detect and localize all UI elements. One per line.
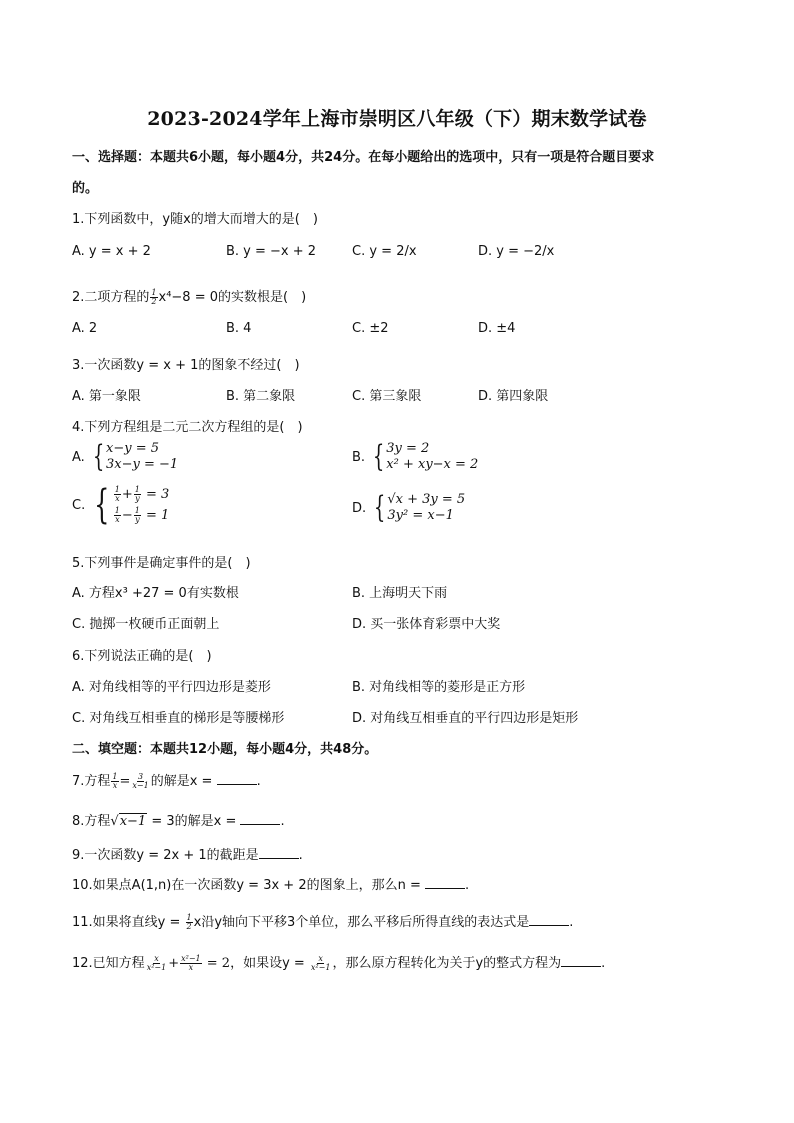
q2-stem-a: 2.二项方程的 xyxy=(72,290,150,305)
fraction-one-half: $\frac{1}{2}$ xyxy=(186,913,192,931)
q6-option-c: C. 对角线互相垂直的梯形是等腰梯形 xyxy=(72,711,285,726)
section-2-head: 二、填空题： xyxy=(72,742,151,757)
q7-a: 7.方程 xyxy=(72,774,111,789)
fraction-x-over-x2-minus-1: $\frac{x}{\text{x²−1}}$ xyxy=(146,954,167,972)
q6-option-d: D. 对角线互相垂直的平行四边形是矩形 xyxy=(352,711,579,726)
q2-option-a: A. 2 xyxy=(72,321,98,336)
q4-c-letter: C. xyxy=(72,497,90,513)
q4-c-eq1: $\frac{1}{x}$ + $\frac{1}{y}$ = 3 xyxy=(114,485,170,503)
q5-option-c: C. 抛掷一枚硬币正面朝上 xyxy=(72,617,220,632)
q11-a: 11.如果将直线y = xyxy=(72,915,185,930)
q4-c-eq2: $\frac{1}{x}$ − $\frac{1}{y}$ = 1 xyxy=(114,506,170,524)
section-2-desc: 本题共12小题，每小题4分，共48分。 xyxy=(150,742,378,757)
section-1-header xyxy=(72,146,654,165)
page-title: 2023-2024学年上海市崇明区八年级（下）期末数学试卷 xyxy=(147,108,647,130)
q12-c: ，那么原方程转化为关于y的整式方程为 xyxy=(332,956,562,971)
brace-symbol: { xyxy=(374,490,386,525)
q4-option-b xyxy=(352,441,478,473)
fraction-3-over-x-minus-1: $\frac{3}{x-1}$ xyxy=(132,772,149,790)
q4-b-letter: B. xyxy=(352,449,370,465)
q4-option-a xyxy=(72,441,178,473)
fraction-x-over-x2-minus-1: $\frac{x}{\text{x²−1}}$ xyxy=(310,954,331,972)
brace-symbol: { xyxy=(94,482,110,528)
q3-option-d: D. 第四象限 xyxy=(478,389,549,404)
question-11 xyxy=(72,911,573,931)
q2-option-d: D. ±4 xyxy=(478,321,516,336)
q8-c: = 3的解是x = xyxy=(147,814,241,829)
q4-option-d xyxy=(352,492,465,524)
q8-a: 8.方程 xyxy=(72,814,111,829)
q12-b: ，如果设y = xyxy=(230,956,309,971)
brace-symbol: { xyxy=(92,439,105,474)
q6-option-b: B. 对角线相等的菱形是正方形 xyxy=(352,680,526,695)
fraction-1-over-x: $\frac{1}{x}$ xyxy=(112,772,118,790)
q7-b: 的解是x = xyxy=(150,774,217,789)
question-4-stem: 4.下列方程组是二元二次方程组的是( ) xyxy=(72,420,303,435)
q1-option-c: C. y = 2/x xyxy=(352,244,417,259)
answer-blank[interactable] xyxy=(561,954,601,967)
q11-b: x沿y轴向下平移3个单位，那么平移后所得直线的表达式是 xyxy=(193,915,530,930)
question-12: 12.已知方程 $\frac{x}{\text{x²−1}}$ + $\frac{\text{x²−1}}{x}$ = 2，如果设y = $\frac{x}{\text{x²−1}}$ ，那么原方程转化为关于y的整式方程为 . xyxy=(72,954,606,972)
question-8: 8.方程√x−1 = 3的解是x = . xyxy=(72,814,285,829)
question-5-stem: 5.下列事件是确定事件的是( ) xyxy=(72,556,251,571)
q4-d-letter: D. xyxy=(352,500,371,516)
answer-blank[interactable] xyxy=(529,913,569,926)
question-9 xyxy=(72,844,303,863)
q4-b-eq1: 3y = 2 xyxy=(386,441,430,456)
q1-option-b: B. y = −x + 2 xyxy=(226,244,317,259)
section-2-header xyxy=(72,738,377,757)
answer-blank[interactable] xyxy=(217,772,257,785)
brace-symbol: { xyxy=(373,439,385,474)
answer-blank[interactable] xyxy=(259,846,299,859)
answer-blank[interactable] xyxy=(425,876,465,889)
question-7: 7.方程 $\frac{1}{x}$ = $\frac{3}{x-1}$ 的解是x = . xyxy=(72,772,261,790)
q11-c: . xyxy=(569,915,574,930)
q8-d: . xyxy=(280,814,285,829)
question-1-stem: 1.下列函数中，y随x的增大而增大的是( ) xyxy=(72,212,318,227)
q4-option-c xyxy=(72,484,169,526)
q8-radicand: x−1 xyxy=(119,814,147,829)
q2-option-b: B. 4 xyxy=(226,321,252,336)
q4-a-eq2: 3x−y = −1 xyxy=(106,457,179,472)
q1-option-a: A. y = x + 2 xyxy=(72,244,151,259)
q6-option-a: A. 对角线相等的平行四边形是菱形 xyxy=(72,680,271,695)
q12-d: . xyxy=(601,956,606,971)
q9-a: 9.一次函数y = 2x + 1的截距是 xyxy=(72,848,259,863)
q10-b: . xyxy=(465,878,470,893)
q4-a-letter: A. xyxy=(72,449,89,465)
q5-option-a: A. 方程x³ +27 = 0有实数根 xyxy=(72,586,239,601)
q2-stem-b: x⁴−8 = 0的实数根是( ) xyxy=(158,290,307,305)
q3-option-a: A. 第一象限 xyxy=(72,389,141,404)
q4-b-eq2: x² + xy−x = 2 xyxy=(386,457,479,472)
q3-option-c: C. 第三象限 xyxy=(352,389,422,404)
q4-a-eq1: x−y = 5 xyxy=(106,441,160,456)
question-2-stem xyxy=(72,286,306,306)
question-10 xyxy=(72,874,469,893)
answer-blank[interactable] xyxy=(240,812,280,825)
q4-d-eq2: 3y² = x−1 xyxy=(387,508,454,523)
fraction-x2-minus-1-over-x: $\frac{\text{x²−1}}{x}$ xyxy=(181,954,201,972)
q12-a: 12.已知方程 xyxy=(72,956,145,971)
section-1-head: 一、选择题： xyxy=(72,150,151,165)
q7-c: . xyxy=(256,774,261,789)
q10-a: 10.如果点A(1,n)在一次函数y = 3x + 2的图象上，那么n = xyxy=(72,878,425,893)
q5-option-d: D. 买一张体育彩票中大奖 xyxy=(352,617,501,632)
q3-option-b: B. 第二象限 xyxy=(226,389,296,404)
fraction-one-half: $\frac{1}{2}$ xyxy=(151,288,157,306)
question-3-stem: 3.一次函数y = x + 1的图象不经过( ) xyxy=(72,358,300,373)
section-1-desc-cont: 的。 xyxy=(72,181,99,196)
question-6-stem: 6.下列说法正确的是( ) xyxy=(72,649,212,664)
section-1-desc: 本题共6小题，每小题4分，共24分。在每小题给出的选项中，只有一项是符合题目要求 xyxy=(150,150,655,165)
q1-option-d: D. y = −2/x xyxy=(478,244,555,259)
q9-b: . xyxy=(298,848,303,863)
q4-d-eq1: √x + 3y = 5 xyxy=(387,492,466,507)
q2-option-c: C. ±2 xyxy=(352,321,389,336)
q5-option-b: B. 上海明天下雨 xyxy=(352,586,448,601)
